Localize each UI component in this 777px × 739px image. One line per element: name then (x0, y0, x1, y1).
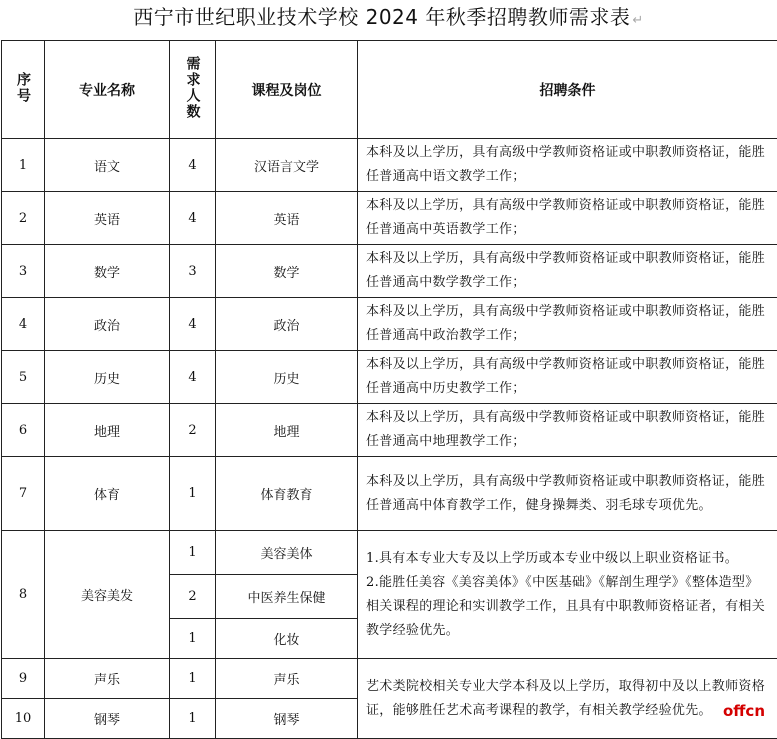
header-major: 专业名称 (45, 41, 170, 139)
row-requirement: 本科及以上学历，具有高级中学教师资格证或中职教师资格证，能胜任普通高中体育教学工作，健身操舞类、羽毛球专项优先。 (358, 457, 777, 531)
row-requirement: 本科及以上学历，具有高级中学教师资格证或中职教师资格证，能胜任普通高中英语教学工作； (358, 192, 777, 245)
row-course: 体育教育 (216, 457, 358, 531)
row-requirement: 本科及以上学历，具有高级中学教师资格证或中职教师资格证，能胜任普通高中语文教学工作； (358, 139, 777, 192)
row-course: 美容美体 (216, 531, 358, 575)
table-row (2, 192, 777, 245)
row-count: 4 (170, 139, 216, 192)
row-count: 4 (170, 351, 216, 404)
row-major: 历史 (45, 351, 170, 404)
row-major: 体育 (45, 457, 170, 531)
row-course: 汉语言文学 (216, 139, 358, 192)
table-row (2, 298, 777, 351)
row-major: 英语 (45, 192, 170, 245)
row-count: 4 (170, 192, 216, 245)
row-no: 9 (2, 659, 45, 699)
row-course: 钢琴 (216, 699, 358, 739)
header-row (2, 41, 777, 139)
row-no: 7 (2, 457, 45, 531)
header-course: 课程及岗位 (216, 41, 358, 139)
row-count: 1 (170, 699, 216, 739)
row-major: 美容美发 (45, 531, 170, 659)
row-course: 化妆 (216, 619, 358, 659)
row-major: 地理 (45, 404, 170, 457)
row-count: 1 (170, 659, 216, 699)
page-title: 西宁市世纪职业技术学校 2024 年秋季招聘教师需求表 ↵ (0, 4, 777, 34)
row-count: 1 (170, 619, 216, 659)
row-count: 1 (170, 531, 216, 575)
row-requirement: 1.具有本专业大专及以上学历或本专业中级以上职业资格证书。 2.能胜任美容《美容美体》《中医基础》《解剖生理学》《整体造型》相关课程的理论和实训教学工作，且具有中职教师资格证者，有相关教学经验优先。 (358, 531, 777, 659)
row-major: 钢琴 (45, 699, 170, 739)
row-no: 3 (2, 245, 45, 298)
row-count: 4 (170, 298, 216, 351)
row-no: 2 (2, 192, 45, 245)
header-count: 需求人数 (170, 41, 216, 139)
row-requirement: 本科及以上学历，具有高级中学教师资格证或中职教师资格证，能胜任普通高中历史教学工作； (358, 351, 777, 404)
row-major: 声乐 (45, 659, 170, 699)
row-no: 1 (2, 139, 45, 192)
row-requirement: 本科及以上学历，具有高级中学教师资格证或中职教师资格证，能胜任普通高中地理教学工作； (358, 404, 777, 457)
row-major: 语文 (45, 139, 170, 192)
table-row (2, 457, 777, 531)
return-mark-icon: ↵ (632, 13, 643, 28)
table-row (2, 531, 777, 575)
row-course: 历史 (216, 351, 358, 404)
row-requirement: 本科及以上学历，具有高级中学教师资格证或中职教师资格证，能胜任普通高中数学教学工作； (358, 245, 777, 298)
row-requirement: 艺术类院校相关专业大学本科及以上学历，取得初中及以上教师资格证，能够胜任艺术高考课程的教学，有相关教学经验优先。 (358, 659, 777, 739)
row-no: 4 (2, 298, 45, 351)
table-row (2, 139, 777, 192)
table-row (2, 659, 777, 699)
row-course: 声乐 (216, 659, 358, 699)
table-row (2, 404, 777, 457)
table-row (2, 351, 777, 404)
row-no: 8 (2, 531, 45, 659)
table-row (2, 245, 777, 298)
recruitment-table (1, 40, 777, 739)
row-no: 10 (2, 699, 45, 739)
row-course: 地理 (216, 404, 358, 457)
row-course: 英语 (216, 192, 358, 245)
row-course: 政治 (216, 298, 358, 351)
header-requirement: 招聘条件 (358, 41, 777, 139)
offcn-watermark-logo: offcn (721, 702, 767, 720)
row-count: 3 (170, 245, 216, 298)
row-major: 数学 (45, 245, 170, 298)
row-count: 2 (170, 575, 216, 619)
row-course: 中医养生保健 (216, 575, 358, 619)
row-no: 5 (2, 351, 45, 404)
row-count: 1 (170, 457, 216, 531)
row-course: 数学 (216, 245, 358, 298)
row-requirement: 本科及以上学历，具有高级中学教师资格证或中职教师资格证，能胜任普通高中政治教学工作； (358, 298, 777, 351)
row-major: 政治 (45, 298, 170, 351)
row-count: 2 (170, 404, 216, 457)
header-no: 序号 (2, 41, 45, 139)
row-no: 6 (2, 404, 45, 457)
